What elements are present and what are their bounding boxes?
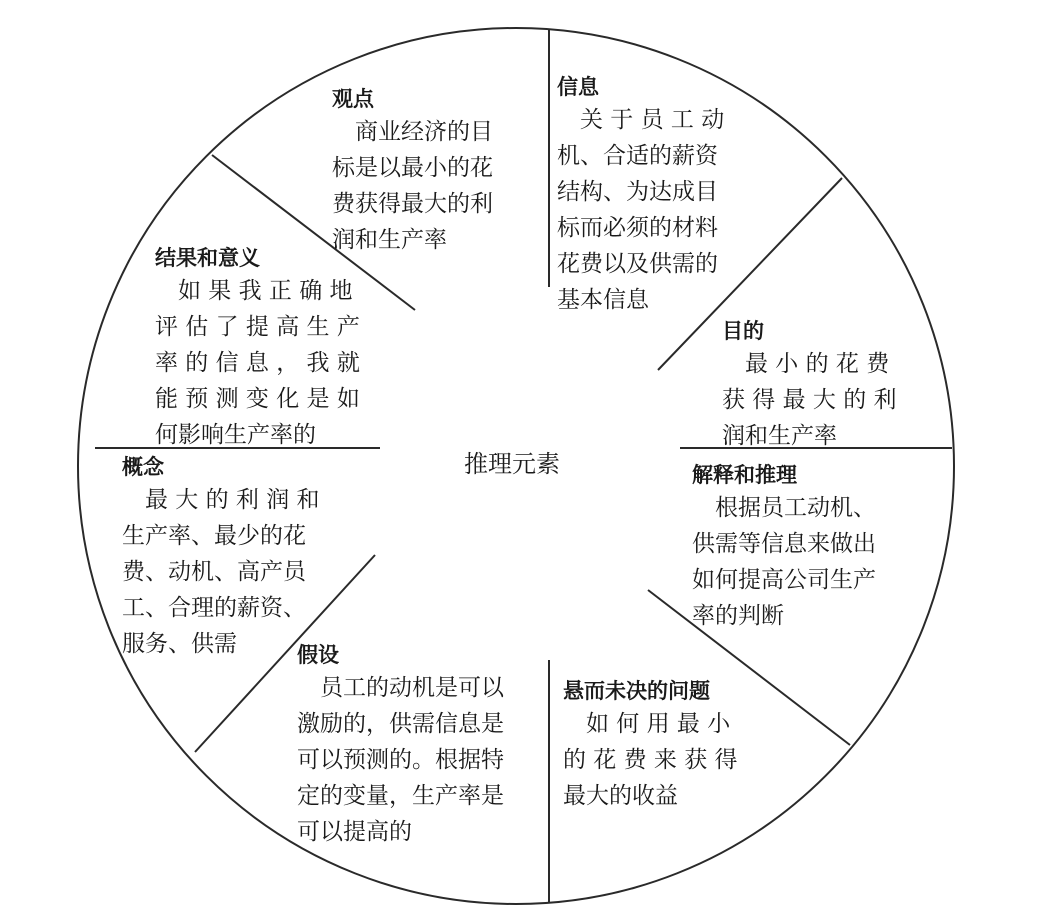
segment-text-line: 基本信息: [557, 287, 649, 313]
segment-question: [563, 676, 738, 814]
segment-text-line: 服务、供需: [122, 631, 237, 657]
segment-title: 结果和意义: [155, 246, 260, 270]
segment-text-line: 可以提高的: [297, 819, 412, 845]
segment-text-line: 费、动机、高产员: [122, 559, 306, 585]
segment-interpretation: [692, 460, 876, 634]
segment-assumptions: [297, 640, 504, 850]
segment-text-line: 结构、为达成目: [557, 179, 718, 205]
segment-text-line: 最 小 的 花 费: [722, 351, 890, 377]
segment-text-line: 如 果 我 正 确 地: [155, 278, 353, 304]
segment-title: 假设: [297, 643, 339, 667]
segment-title: 解释和推理: [692, 463, 797, 487]
segment-title: 悬而未决的问题: [563, 679, 710, 703]
segment-text-line: 商业经济的目: [332, 119, 493, 145]
segment-text-line: 率的判断: [692, 603, 784, 629]
segment-title: 概念: [122, 455, 164, 479]
segment-information: [557, 72, 724, 318]
segment-text-line: 定的变量，生产率是: [297, 783, 504, 809]
segment-text-line: 员工的动机是可以: [297, 675, 504, 701]
segment-text-line: 激励的，供需信息是: [297, 711, 504, 737]
segment-text-line: 工、合理的薪资、: [122, 595, 306, 621]
segment-text-line: 根据员工动机、: [692, 495, 876, 521]
segment-text-line: 费获得最大的利: [332, 191, 493, 217]
segment-text-line: 评 估 了 提 高 生 产: [155, 314, 360, 340]
segment-viewpoint: [332, 84, 493, 258]
segment-text-line: 标是以最小的花: [332, 155, 493, 181]
segment-text-line: 润和生产率: [332, 227, 447, 253]
segment-text-line: 生产率、最少的花: [122, 523, 306, 549]
segment-title: 观点: [332, 87, 374, 111]
segment-text-line: 的 花 费 来 获 得: [563, 747, 738, 773]
segment-text-line: 花费以及供需的: [557, 251, 718, 277]
segment-concepts: [122, 452, 320, 662]
segment-implications: [155, 243, 360, 453]
segment-text-line: 如 何 用 最 小: [563, 711, 731, 737]
segment-text-line: 关 于 员 工 动: [557, 107, 725, 133]
segment-text-line: 标而必须的材料: [557, 215, 718, 241]
segment-text-line: 能 预 测 变 化 是 如: [155, 386, 360, 412]
segment-text-line: 可以预测的。根据特: [297, 747, 504, 773]
segment-text-line: 机、合适的薪资: [557, 143, 718, 169]
segment-text-line: 最 大 的 利 润 和: [122, 487, 320, 513]
segment-text-line: 获 得 最 大 的 利: [722, 387, 897, 413]
segment-text-line: 最大的收益: [563, 783, 678, 809]
segment-title: 目的: [722, 319, 764, 343]
segment-text-line: 何影响生产率的: [155, 422, 316, 448]
segment-text-line: 如何提高公司生产: [692, 567, 876, 593]
center-label: 推理元素: [464, 450, 560, 478]
segment-purpose: [722, 316, 897, 454]
segment-title: 信息: [557, 75, 599, 99]
segment-text-line: 率 的 信 息 ， 我 就: [155, 350, 360, 376]
segment-text-line: 供需等信息来做出: [692, 531, 876, 557]
segment-text-line: 润和生产率: [722, 423, 837, 449]
